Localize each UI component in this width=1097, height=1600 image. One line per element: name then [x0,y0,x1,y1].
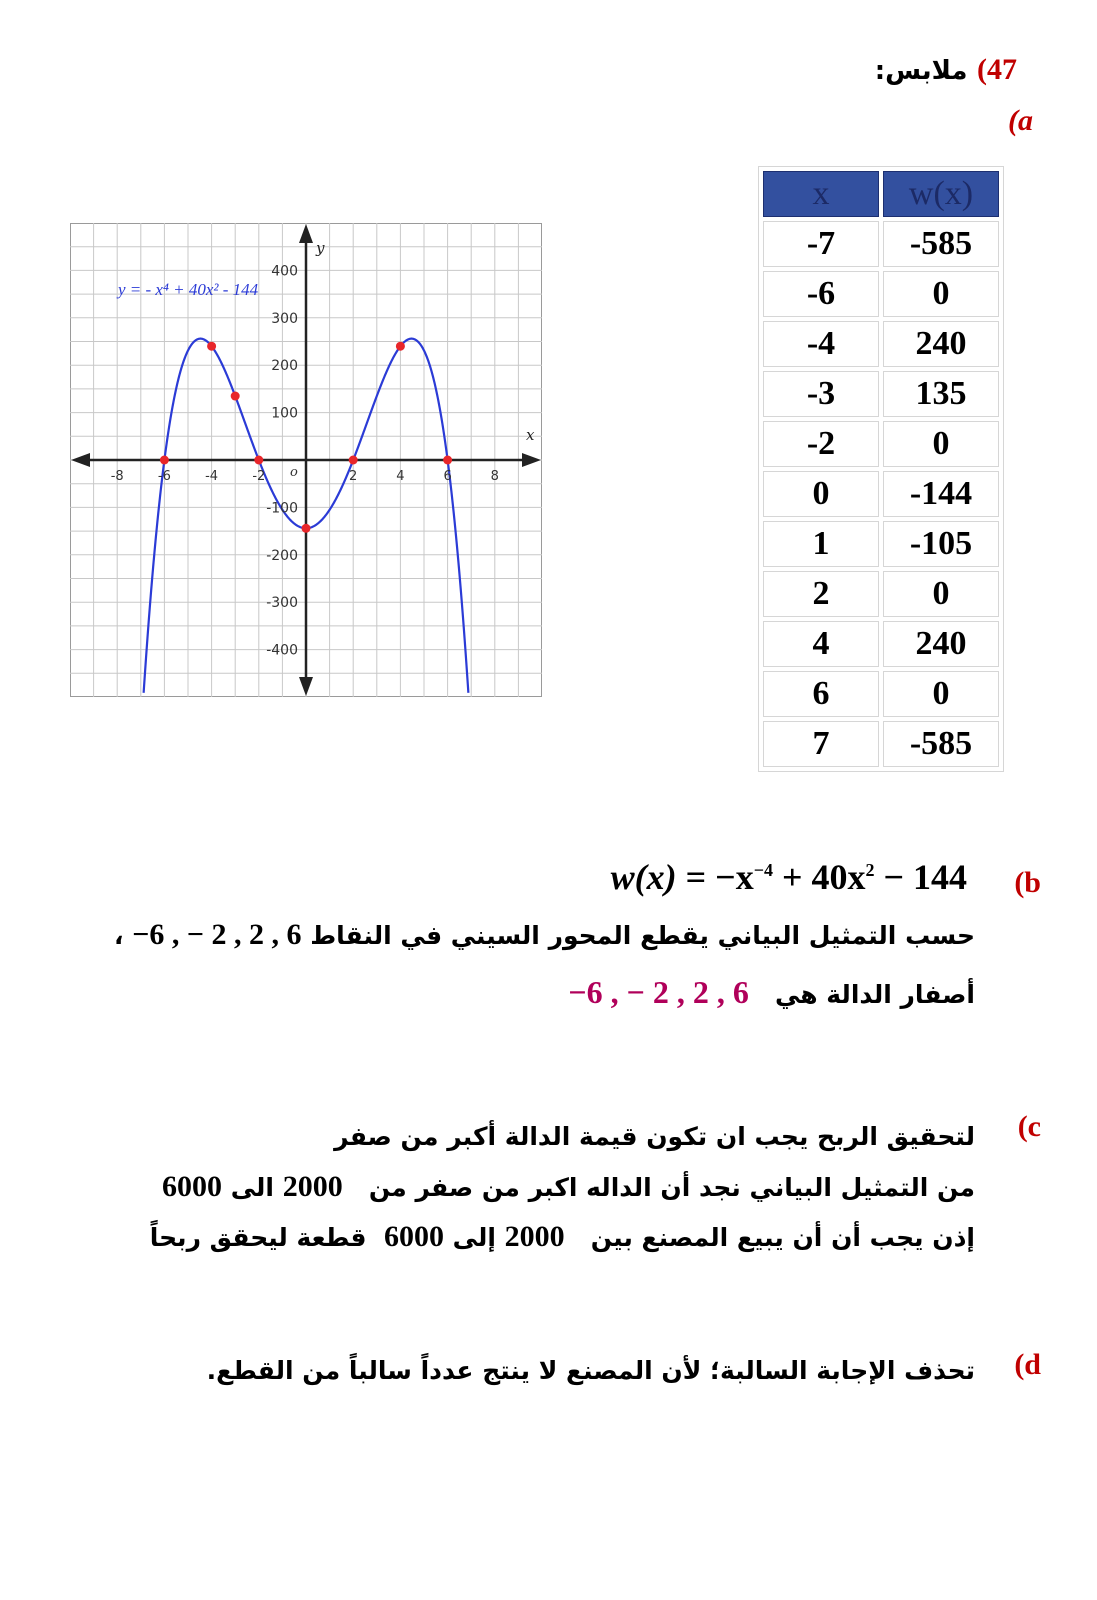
table-row [763,321,999,367]
equation-label: y = - x⁴ + 40x² - 144 [118,280,259,299]
table-cell-x: 4 [763,621,879,667]
table-row [763,421,999,467]
x-tick-label: -6 [157,469,171,484]
part-b-line-1-end: ، [114,921,124,950]
formula-exp-2: 2 [865,860,875,880]
formula-lhs: w(x) [610,857,677,897]
data-point [443,456,452,465]
table-cell-x: 0 [763,471,879,517]
x-tick-label: 6 [443,469,452,484]
y-tick-label: -300 [266,595,298,612]
table-cell-wx: 0 [883,271,999,317]
data-point [160,456,169,465]
part-c-line-2-from: 2000 [282,1170,343,1203]
part-c-label: (c [1017,1110,1041,1143]
table-cell-x: -4 [763,321,879,367]
data-point [396,342,405,351]
part-b-line-2 [568,974,975,1011]
value-table [758,166,1004,772]
table-header-x: x [763,171,879,217]
table-cell-wx: 135 [883,371,999,417]
y-tick-label: 400 [271,263,298,280]
formula-exp-1: −4 [753,860,773,880]
table-row [763,571,999,617]
table-row [763,471,999,517]
table-cell-x: -2 [763,421,879,467]
part-b-line-1-text: حسب التمثيل البياني يقطع المحور السيني في النقاط [310,921,975,950]
data-point [349,456,358,465]
part-b-zeros: −6 , − 2 , 2 , 6 [568,974,749,1010]
table-cell-x: 2 [763,571,879,617]
x-tick-label: -8 [110,469,124,484]
table-row [763,721,999,767]
part-c-line-3 [150,1220,975,1254]
data-point [254,456,263,465]
table-row [763,371,999,417]
table-cell-wx: 0 [883,421,999,467]
table-row [763,221,999,267]
table-cell-wx: -144 [883,471,999,517]
part-b-line-1-values: −6 , − 2 , 2 , 6 [132,918,302,951]
table-row [763,271,999,317]
part-a-label: (a [1008,104,1033,137]
table-cell-x: -6 [763,271,879,317]
part-c-line-3-end: قطعة ليحقق ربحاً [149,1223,367,1252]
part-d-label: (d [1014,1348,1041,1381]
table-cell-x: 1 [763,521,879,567]
y-tick-label: -400 [266,642,298,659]
table-cell-wx: -105 [883,521,999,567]
formula-rhs-2: + 40x [772,857,866,897]
data-point [207,342,216,351]
problem-header [875,52,1017,87]
table-cell-x: -3 [763,371,879,417]
part-b-label: (b [1014,866,1041,899]
x-tick-label: 2 [349,469,358,484]
table-cell-wx: 0 [883,671,999,717]
table-cell-wx: -585 [883,721,999,767]
formula-rhs-1: = −x [676,857,754,897]
x-tick-label: 4 [396,469,405,484]
problem-title: ملابس: [874,56,968,86]
table-row [763,521,999,567]
part-c-line-3-text: إذن يجب أن أن يبيع المصنع بين [590,1223,975,1252]
part-c-line-2-to: 6000 [162,1170,222,1203]
table-header-row [763,171,999,217]
table-cell-wx: 240 [883,621,999,667]
table-row [763,671,999,717]
data-point [302,524,311,533]
y-tick-label: 200 [271,358,298,375]
origin-label: o [290,465,298,480]
part-d-line-1: تحذف الإجابة السالبة؛ لأن المصنع لا ينتج عدداً سالباً من القطع. [206,1356,975,1385]
part-c-line-2 [162,1170,975,1204]
y-axis-label: y [316,239,325,257]
x-tick-label: -4 [205,469,219,484]
data-point [231,392,240,401]
formula-rhs-3: − 144 [874,857,967,897]
x-tick-label: 8 [490,469,499,484]
part-c-line-3-to: 6000 [383,1220,444,1253]
x-axis-label: x [526,426,535,444]
function-graph [70,223,542,697]
part-c-line-3-to-word: إلى [452,1223,496,1252]
table-cell-wx: 240 [883,321,999,367]
table-cell-x: 7 [763,721,879,767]
table-header-wx: w(x) [883,171,999,217]
part-b-line-1 [114,918,975,952]
x-tick-label: -2 [252,469,266,484]
y-tick-label: -200 [266,547,298,564]
y-tick-label: 300 [271,310,298,327]
table-cell-x: -7 [763,221,879,267]
part-c-line-2-text: من التمثيل البياني نجد أن الداله اكبر من صفر من [368,1173,975,1202]
table-cell-wx: 0 [883,571,999,617]
part-c-line-3-from: 2000 [504,1220,565,1253]
function-formula [611,856,967,898]
part-c-line-2-to-word: الى [230,1173,274,1202]
part-b-line-2-text: أصفار الدالة هي [774,980,975,1009]
part-c-line-1: لتحقيق الربح يجب ان تكون قيمة الدالة أكبر من صفر [334,1122,975,1151]
table-cell-wx: -585 [883,221,999,267]
problem-number: 47) [977,53,1017,86]
table-row [763,621,999,667]
y-tick-label: 100 [271,405,298,422]
table-cell-x: 6 [763,671,879,717]
y-tick-label: -100 [266,500,298,517]
